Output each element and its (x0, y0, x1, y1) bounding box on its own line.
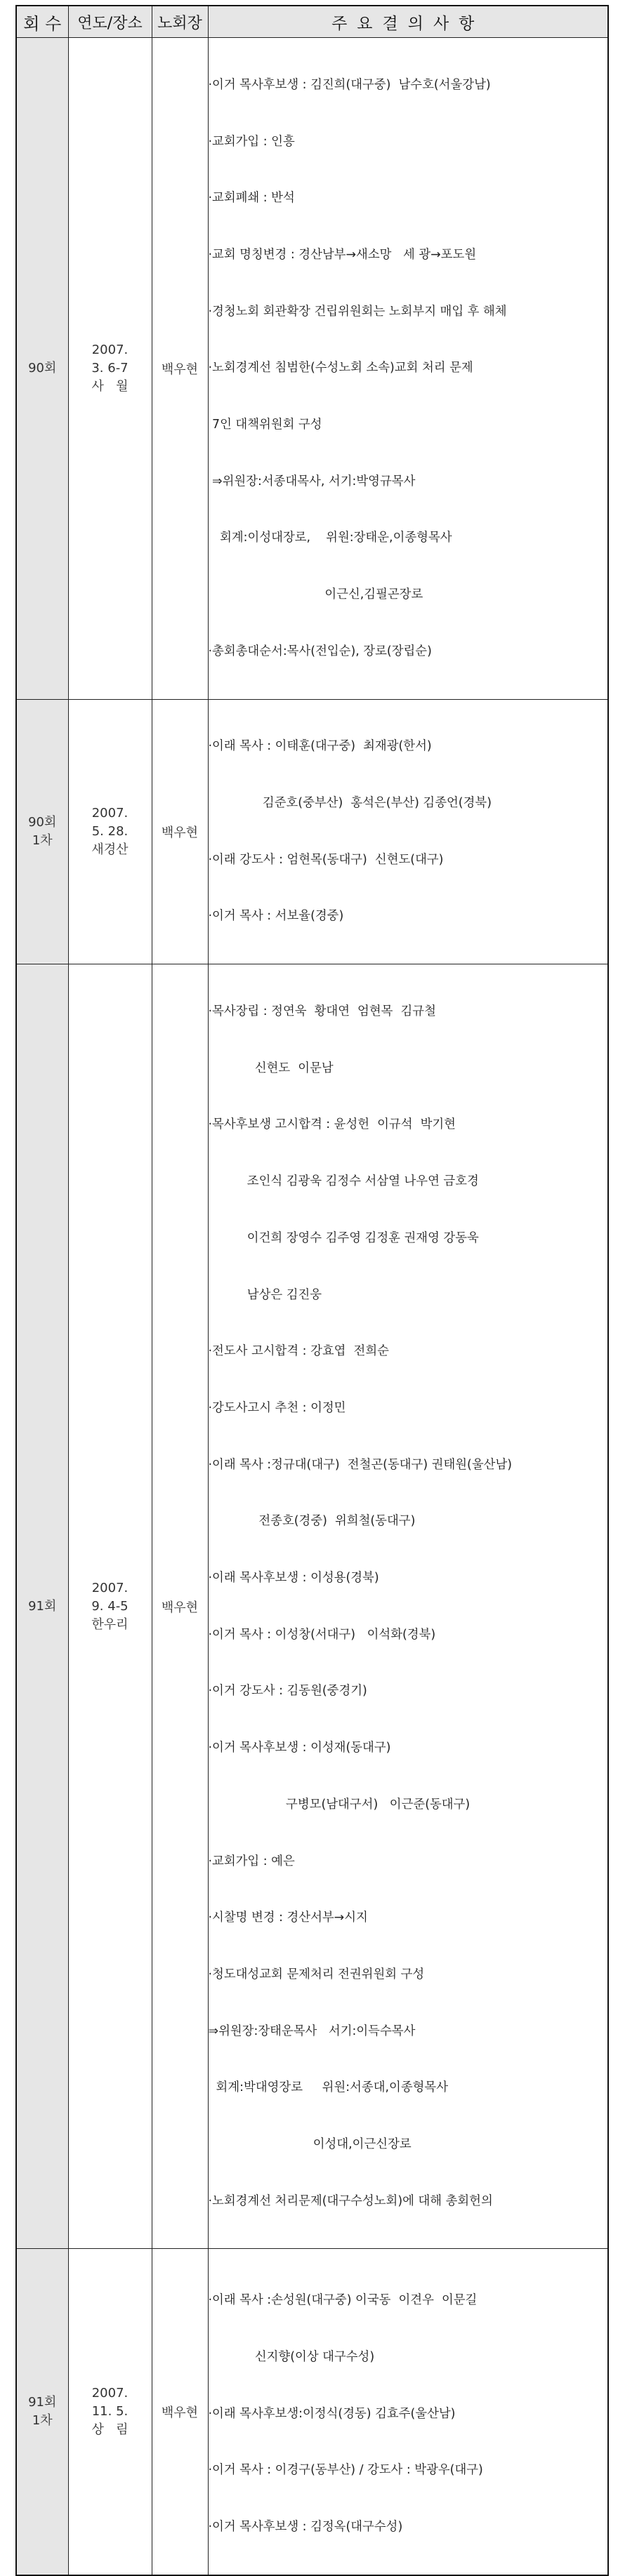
moderator-cell: 백우현 (152, 964, 208, 2249)
header-date-place: 연도/장소 (68, 6, 152, 38)
resolution-line: ·이래 강도사 : 엄현목(동대구) 신현도(대구) (208, 852, 444, 867)
resolution-line: ·경청노회 회관확장 건립위원회는 노회부지 매입 후 해체 (208, 304, 507, 319)
resolution-line: ⇒위원장:서종대목사, 서기:박영규목사 (208, 474, 416, 489)
date-line: 2007. (91, 342, 129, 357)
resolution-line: ·이거 목사 : 서보율(경중) (208, 909, 344, 924)
round-sub-label: 1차 (32, 2413, 53, 2429)
resolution-line: ·이거 목사후보생 : 이성재(동대구) (208, 1741, 391, 1755)
resolution-line: ·교회가입 : 예은 (208, 1854, 295, 1868)
resolution-line: ·이거 강도사 : 김동원(중경기) (208, 1684, 367, 1699)
round-label: 90회 (28, 814, 57, 830)
place-line: 상 림 (91, 2422, 129, 2438)
resolution-line: 구병모(남대구서) 이근준(동대구) (208, 1797, 471, 1812)
round-label: 91회 (28, 1598, 57, 1614)
resolution-line: ·청도대성교회 문제처리 전권위원회 구성 (208, 1967, 425, 1981)
resolution-line: 이근신,김필곤장로 (208, 587, 423, 602)
header-round: 회 수 (16, 6, 68, 38)
resolution-line: ·이래 목사후보생:이정식(경동) 김효주(울산남) (208, 2406, 456, 2421)
resolution-line: ·이거 목사후보생 : 김진희(대구중) 남수호(서울강남) (208, 77, 491, 92)
date-line: 5. 28. (91, 823, 129, 839)
resolution-line: ·목사장립 : 정연욱 황대연 엄현목 김규철 (208, 1004, 436, 1018)
place-line: 한우리 (91, 1616, 129, 1632)
resolution-line: ·이래 목사후보생 : 이성용(경북) (208, 1571, 379, 1586)
date-place-cell (68, 699, 152, 964)
resolution-line: 김준호(중부산) 홍석은(부산) 김종언(경북) (208, 796, 492, 811)
resolution-line: 회계:이성대장로, 위원:장태운,이종형목사 (208, 531, 452, 545)
resolution-line: 이건희 장영수 김주영 김정훈 권재영 강동욱 (208, 1230, 479, 1245)
resolution-line: ⇒위원장:장태운목사 서기:이득수목사 (208, 2024, 416, 2038)
resolution-line: ·이래 목사 : 이태훈(대구중) 최재광(한서) (208, 739, 432, 754)
round-cell (16, 699, 68, 964)
header-moderator: 노회장 (152, 6, 208, 38)
table-row (16, 699, 608, 964)
date-line: 2007. (91, 805, 129, 821)
resolution-line: 7인 대책위원회 구성 (208, 418, 322, 432)
resolution-line: ·교회가입 : 인흥 (208, 134, 295, 149)
resolution-line: ·총회총대순서:목사(전입순), 장로(장립순) (208, 644, 432, 658)
round-cell (16, 2249, 68, 2575)
table-row (16, 964, 608, 2249)
presbytery-minutes-table (15, 5, 609, 2576)
date-place-cell (68, 38, 152, 700)
moderator-cell: 백우현 (152, 2249, 208, 2575)
round-sub-label: 1차 (32, 832, 53, 848)
date-line: 9. 4-5 (91, 1598, 129, 1614)
resolution-line: 신현도 이문남 (208, 1061, 334, 1075)
resolution-line: 이성대,이근신장로 (208, 2137, 412, 2152)
table-row (16, 38, 608, 700)
resolution-line: ·노회경계선 침범한(수성노회 소속)교회 처리 문제 (208, 361, 473, 376)
resolutions-cell (208, 38, 608, 700)
resolutions-cell (208, 699, 608, 964)
resolution-line: ·이거 목사후보생 : 김정옥(대구수성) (208, 2520, 403, 2535)
resolution-line: ·이거 목사 : 이성창(서대구) 이석화(경북) (208, 1627, 436, 1642)
resolution-line: ·이래 목사 :정규대(대구) 전철곤(동대구) 권태원(울산남) (208, 1457, 513, 1472)
resolution-line: 전종호(경중) 위희철(동대구) (208, 1514, 416, 1529)
date-line: 2007. (91, 1580, 129, 1595)
resolutions-cell (208, 964, 608, 2249)
resolution-line: ·교회 명칭변경 : 경산남부→새소망 세 광→포도원 (208, 247, 477, 262)
header-resolutions: 주요결의사항 (208, 6, 608, 38)
date-line: 3. 6-7 (91, 360, 129, 376)
resolution-line: ·시찰명 변경 : 경산서부→시지 (208, 1911, 368, 1925)
resolution-line: ·목사후보생 고시합격 : 윤성헌 이규석 박기현 (208, 1117, 456, 1132)
moderator-cell: 백우현 (152, 38, 208, 700)
resolution-line: ·교회폐쇄 : 반석 (208, 191, 295, 206)
resolution-line: ·노회경계선 처리문제(대구수성노회)에 대해 총회헌의 (208, 2193, 493, 2208)
date-line: 11. 5. (91, 2404, 129, 2419)
date-place-cell (68, 964, 152, 2249)
place-line: 새경산 (91, 842, 129, 857)
round-label: 91회 (28, 2395, 57, 2410)
resolution-line: ·전도사 고시합격 : 강효엽 전희순 (208, 1344, 389, 1359)
resolution-line: ·이래 목사 :손성원(대구중) 이국동 이견우 이문길 (208, 2293, 478, 2308)
resolution-line: 조인식 김광욱 김정수 서삼열 나우연 금호경 (208, 1174, 479, 1189)
resolution-line: 신지향(이상 대구수성) (208, 2349, 375, 2364)
resolution-line: ·이거 목사 : 이경구(동부산) / 강도사 : 박광우(대구) (208, 2463, 483, 2478)
resolution-line: ·강도사고시 추천 : 이정민 (208, 1400, 346, 1415)
round-label: 90회 (28, 360, 57, 376)
date-place-cell (68, 2249, 152, 2575)
table-row (16, 2249, 608, 2575)
moderator-cell: 백우현 (152, 699, 208, 964)
header-row (16, 6, 608, 38)
resolutions-cell (208, 2249, 608, 2575)
round-cell (16, 964, 68, 2249)
resolution-line: 남상은 김진웅 (208, 1287, 322, 1302)
round-cell (16, 38, 68, 700)
date-line: 2007. (91, 2386, 129, 2401)
place-line: 사 월 (91, 378, 129, 394)
resolution-line: 회계:박대영장로 위원:서종대,이종형목사 (208, 2080, 449, 2095)
